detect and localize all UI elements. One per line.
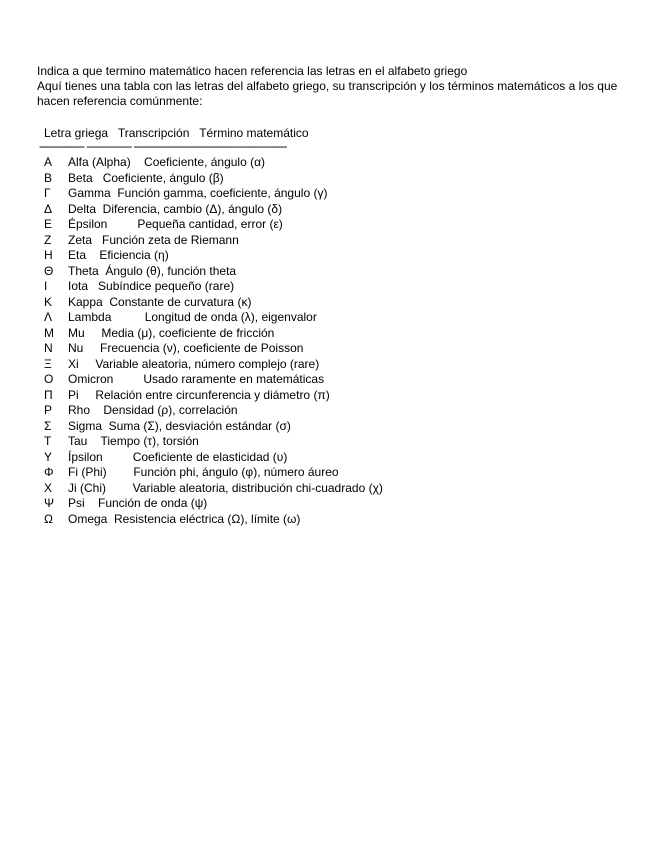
table-row [44,496,383,512]
table-row [44,450,383,466]
table-row [44,357,383,373]
row-text: Ípsilon Coeficiente de elasticidad (υ) [68,449,288,464]
row-text: Nu Frecuencia (ν), coeficiente de Poisson [68,341,304,355]
table-row [44,372,383,388]
row-text: Theta Ángulo (θ), función theta [68,263,237,278]
greek-letter: Μ [44,325,54,340]
greek-letter: Ζ [44,232,52,247]
row-text: Pi Relación entre circunferencia y diámetro (π) [68,387,330,402]
greek-letter: Ε [44,217,53,231]
row-text: Iota Subíndice pequeño (rare) [68,279,235,293]
table-row [44,388,383,404]
greek-letter: Χ [44,480,53,495]
row-text: Tau Tiempo (τ), torsión [68,434,199,448]
greek-letter: Ρ [44,403,53,417]
table-row [44,341,383,357]
row-text: Ji (Chi) Variable aleatoria, distribución chi-cuadrado (χ) [68,480,383,495]
table-row [44,233,383,249]
greek-letter: Ω [44,511,53,526]
table-row [44,481,383,497]
greek-letter: Θ [44,263,54,278]
greek-letter: Ι [44,279,48,293]
greek-letter-table [44,155,383,527]
greek-letter: Η [44,248,53,262]
greek-letter: Κ [44,294,53,309]
table-row [44,248,383,264]
row-text: Xi Variable aleatoria, número complejo (rare) [68,356,320,371]
greek-letter: Τ [44,434,52,448]
greek-letter: Σ [44,418,52,433]
table-row [44,465,383,481]
greek-letter: Ψ [44,496,55,510]
row-text: Beta Coeficiente, ángulo (β) [68,170,224,185]
answer-intro-text: Aquí tienes una tabla con las letras del alfabeto griego, su transcripción y los términos matemáticos a los que hacen referencia comúnmente: [37,79,618,108]
greek-letter: Ξ [44,356,52,371]
row-text: Alfa (Alpha) Coeficiente, ángulo (α) [68,155,266,169]
table-row [44,434,383,450]
table-row [44,202,383,218]
greek-letter: Φ [44,465,54,479]
table-row [44,295,383,311]
row-text: Delta Diferencia, cambio (Δ), ángulo (δ) [68,201,283,216]
row-text: Gamma Función gamma, coeficiente, ángulo (γ) [68,186,328,200]
table-header: Letra griega Transcripción Término matemático [44,126,309,140]
row-text: Épsilon Pequeña cantidad, error (ε) [68,217,283,231]
table-row [44,171,383,187]
row-text: Omicron Usado raramente en matemáticas [68,372,325,386]
row-text: Lambda Longitud de onda (λ), eigenvalor [68,310,317,324]
greek-letter: Α [44,155,53,169]
greek-letter: Γ [44,186,51,200]
greek-letter: Δ [44,201,53,216]
table-row [44,403,383,419]
table-row [44,279,383,295]
table-row [44,186,383,202]
row-text: Kappa Constante de curvatura (κ) [68,294,252,309]
table-row [44,512,383,528]
question-text: Indica a que termino matemático hacen referencia las letras en el alfabeto griego [37,64,468,78]
table-row [44,419,383,435]
greek-letter: Π [44,387,53,402]
row-text: Fi (Phi) Función phi, ángulo (φ), número áureo [68,465,339,479]
row-text: Mu Media (μ), coeficiente de fricción [68,325,275,340]
table-row [44,155,383,171]
table-separator: --------------- --------------- --------------------------------------------------- [39,139,287,153]
row-text: Sigma Suma (Σ), desviación estándar (σ) [68,418,291,433]
greek-letter: Ο [44,372,54,386]
table-row [44,264,383,280]
table-row [44,326,383,342]
table-row [44,217,383,233]
greek-letter: Ν [44,341,53,355]
row-text: Rho Densidad (ρ), correlación [68,403,238,417]
greek-letter: Λ [44,310,53,324]
intro-block [37,64,627,109]
row-text: Psi Función de onda (ψ) [68,496,208,510]
row-text: Eta Eficiencia (η) [68,248,169,262]
greek-letter: Υ [44,449,53,464]
row-text: Omega Resistencia eléctrica (Ω), límite (ω) [68,511,301,526]
table-row [44,310,383,326]
greek-letter: Β [44,170,53,185]
row-text: Zeta Función zeta de Riemann [68,232,239,247]
